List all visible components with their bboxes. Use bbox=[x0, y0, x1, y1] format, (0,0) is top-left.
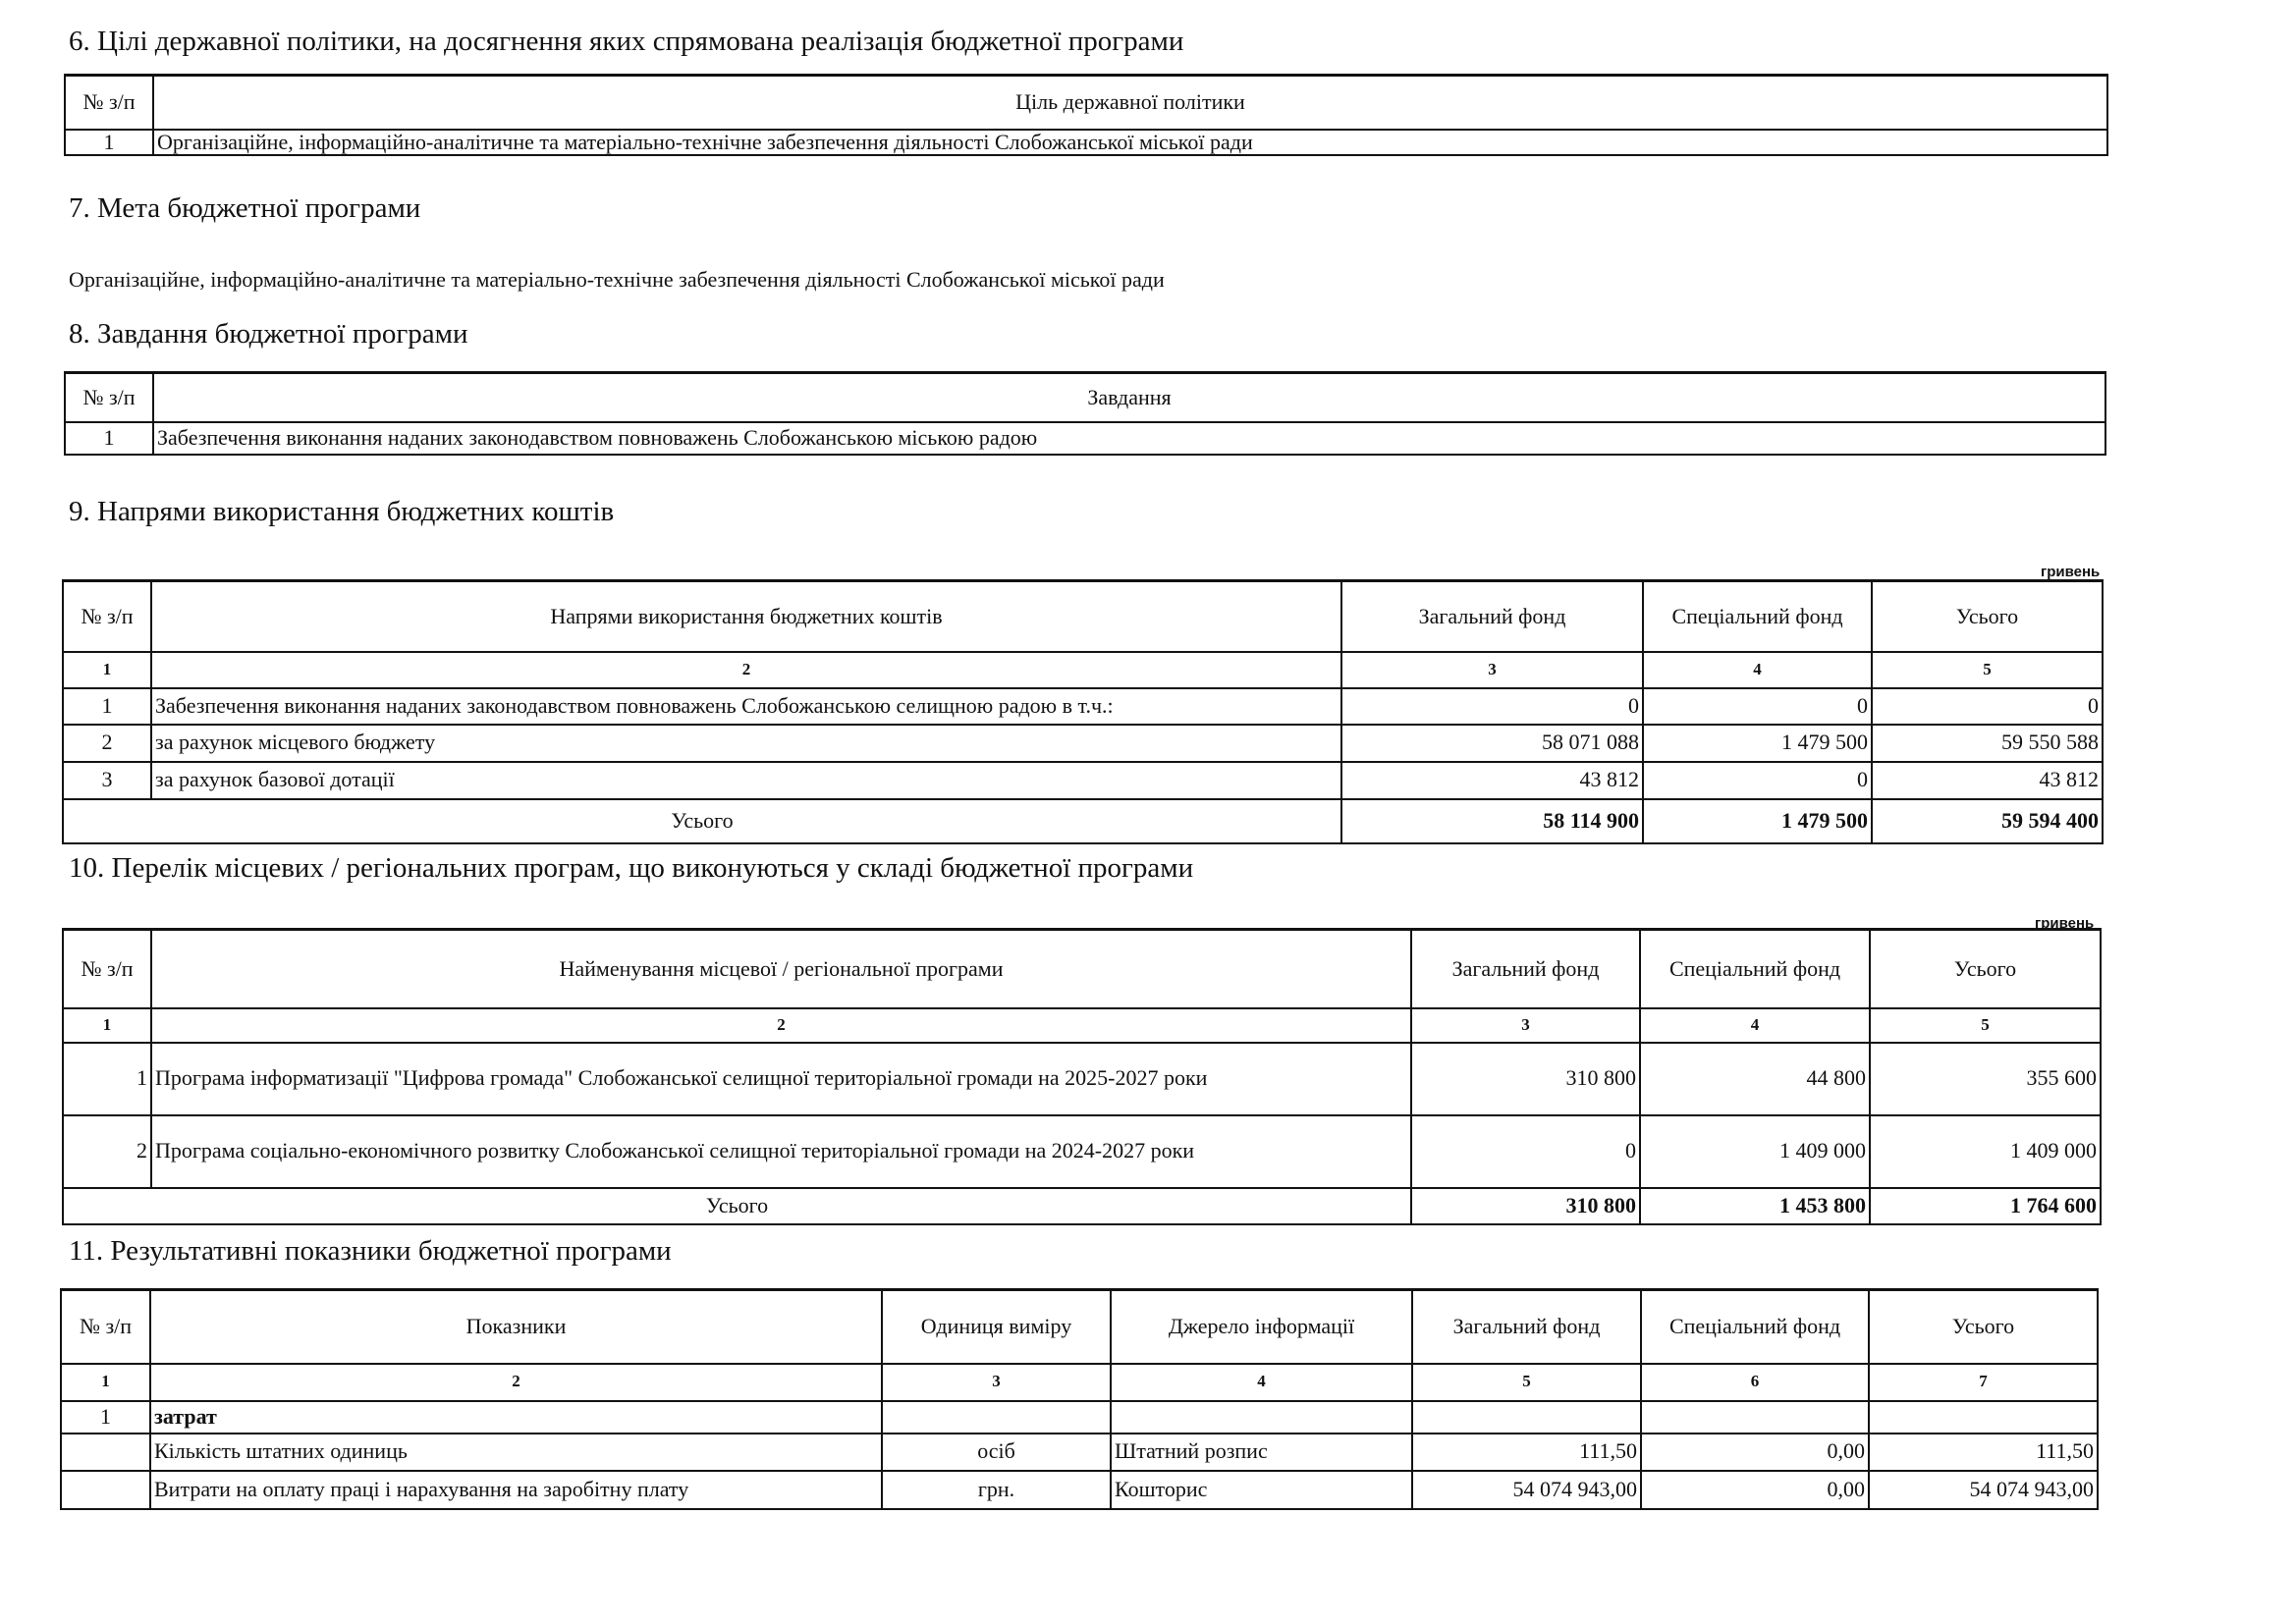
table-row-cell: 3 bbox=[63, 762, 151, 799]
column-number-row-cell: 4 bbox=[1640, 1008, 1870, 1043]
header-row-cell: Загальний фонд bbox=[1411, 930, 1640, 1008]
table-row-cell bbox=[1111, 1401, 1412, 1434]
total-row-cell: 310 800 bbox=[1411, 1188, 1640, 1224]
header-row-cell: Усього bbox=[1869, 1290, 2098, 1364]
column-number-row-cell: 6 bbox=[1641, 1364, 1869, 1401]
header-row-cell: Спеціальний фонд bbox=[1643, 581, 1872, 652]
table-row-cell: 54 074 943,00 bbox=[1412, 1471, 1641, 1509]
header-row-cell: Одиниця виміру bbox=[882, 1290, 1111, 1364]
local-programs-table bbox=[62, 928, 2102, 1225]
header-row-cell: Завдання bbox=[153, 373, 2105, 422]
header-row-cell: № з/п bbox=[63, 930, 151, 1008]
header-row-cell: № з/п bbox=[65, 373, 153, 422]
table-row-cell: 1 bbox=[65, 422, 153, 455]
table-row-cell: 111,50 bbox=[1869, 1434, 2098, 1471]
header-row bbox=[61, 1290, 2098, 1364]
table-row-cell: 0 bbox=[1643, 762, 1872, 799]
table-row bbox=[63, 1115, 2101, 1188]
table-row-cell: 310 800 bbox=[1411, 1043, 1640, 1115]
table-row-cell: Програма інформатизації "Цифрова громада" Слобожанської селищної територіальної громади на 2025-2027 роки bbox=[151, 1043, 1411, 1115]
column-number-row-cell: 5 bbox=[1870, 1008, 2101, 1043]
column-number-row-cell: 1 bbox=[63, 1008, 151, 1043]
header-row bbox=[65, 76, 2107, 130]
table-row-cell: за рахунок базової дотації bbox=[151, 762, 1341, 799]
table-row-cell: Кошторис bbox=[1111, 1471, 1412, 1509]
table-row bbox=[65, 130, 2107, 155]
performance-indicators-table bbox=[60, 1288, 2099, 1510]
section8-title: 8. Завдання бюджетної програми bbox=[69, 318, 468, 350]
header-row-cell: Ціль державної політики bbox=[153, 76, 2107, 130]
table-row-cell: 0 bbox=[1411, 1115, 1640, 1188]
header-row bbox=[63, 930, 2101, 1008]
table-row-cell: Витрати на оплату праці і нарахування на заробітну плату bbox=[150, 1471, 882, 1509]
table-row-cell bbox=[1869, 1401, 2098, 1434]
table-row-cell: 2 bbox=[63, 725, 151, 762]
section9-title: 9. Напрями використання бюджетних коштів bbox=[69, 496, 615, 527]
section10-title: 10. Перелік місцевих / регіональних програм, що виконуються у складі бюджетної програми bbox=[69, 852, 1194, 884]
section7-title: 7. Мета бюджетної програми bbox=[69, 192, 421, 224]
policy-goals-table bbox=[64, 74, 2108, 156]
table-row bbox=[61, 1471, 2098, 1509]
section10-unit: гривень bbox=[2035, 915, 2095, 932]
table-row bbox=[65, 422, 2105, 455]
tasks-table bbox=[64, 371, 2106, 456]
total-row-cell: 59 594 400 bbox=[1872, 799, 2103, 843]
section11-title: 11. Результативні показники бюджетної програми bbox=[69, 1235, 672, 1267]
header-row-cell: Спеціальний фонд bbox=[1641, 1290, 1869, 1364]
program-goal-text: Організаційне, інформаційно-аналітичне та матеріально-технічне забезпечення діяльності Слобожанської міської ради bbox=[69, 267, 1165, 292]
header-row-cell: Показники bbox=[150, 1290, 882, 1364]
column-number-row bbox=[63, 652, 2103, 688]
column-number-row-cell: 3 bbox=[1341, 652, 1643, 688]
section9-unit: гривень bbox=[2041, 564, 2101, 580]
header-row-cell: Усього bbox=[1872, 581, 2103, 652]
table-row-cell: 43 812 bbox=[1341, 762, 1643, 799]
table-row-cell: 1 bbox=[61, 1401, 150, 1434]
table-row-cell: осіб bbox=[882, 1434, 1111, 1471]
total-row bbox=[63, 1188, 2101, 1224]
table-row bbox=[63, 1043, 2101, 1115]
column-number-row-cell: 4 bbox=[1111, 1364, 1412, 1401]
budget-directions-table bbox=[62, 579, 2104, 844]
table-row-cell bbox=[882, 1401, 1111, 1434]
table-row bbox=[63, 688, 2103, 725]
column-number-row-cell: 2 bbox=[151, 1008, 1411, 1043]
table-row bbox=[61, 1434, 2098, 1471]
column-number-row-cell: 5 bbox=[1412, 1364, 1641, 1401]
header-row bbox=[65, 373, 2105, 422]
table-row-cell: 1 409 000 bbox=[1870, 1115, 2101, 1188]
column-number-row-cell: 7 bbox=[1869, 1364, 2098, 1401]
header-row-cell: № з/п bbox=[63, 581, 151, 652]
column-number-row-cell: 1 bbox=[63, 652, 151, 688]
header-row-cell: Джерело інформації bbox=[1111, 1290, 1412, 1364]
section6-title: 6. Цілі державної політики, на досягнення яких спрямована реалізація бюджетної програми bbox=[69, 26, 1184, 57]
table-row-cell: 111,50 bbox=[1412, 1434, 1641, 1471]
table-row-cell: 1 409 000 bbox=[1640, 1115, 1870, 1188]
table-row-cell: затрат bbox=[150, 1401, 882, 1434]
column-number-row bbox=[61, 1364, 2098, 1401]
header-row-cell: Найменування місцевої / регіональної програми bbox=[151, 930, 1411, 1008]
column-number-row-cell: 5 bbox=[1872, 652, 2103, 688]
table-row-cell: Забезпечення виконання наданих законодавством повноважень Слобожанською міською радою bbox=[153, 422, 2105, 455]
table-row-cell: 1 479 500 bbox=[1643, 725, 1872, 762]
total-row-cell: Усього bbox=[63, 1188, 1411, 1224]
header-row-cell: № з/п bbox=[61, 1290, 150, 1364]
table-row-cell: 0 bbox=[1341, 688, 1643, 725]
column-number-row bbox=[63, 1008, 2101, 1043]
header-row-cell: Напрями використання бюджетних коштів bbox=[151, 581, 1341, 652]
column-number-row-cell: 3 bbox=[882, 1364, 1111, 1401]
table-row-cell: за рахунок місцевого бюджету bbox=[151, 725, 1341, 762]
table-row-cell: 0 bbox=[1643, 688, 1872, 725]
table-row-cell: 1 bbox=[63, 1043, 151, 1115]
column-number-row-cell: 3 bbox=[1411, 1008, 1640, 1043]
header-row-cell: Усього bbox=[1870, 930, 2101, 1008]
total-row-cell: Усього bbox=[63, 799, 1341, 843]
table-row-cell: 43 812 bbox=[1872, 762, 2103, 799]
table-row-cell bbox=[1641, 1401, 1869, 1434]
header-row-cell: № з/п bbox=[65, 76, 153, 130]
column-number-row-cell: 1 bbox=[61, 1364, 150, 1401]
table-row-cell bbox=[61, 1434, 150, 1471]
header-row-cell: Загальний фонд bbox=[1341, 581, 1643, 652]
table-row-cell: Кількість штатних одиниць bbox=[150, 1434, 882, 1471]
header-row bbox=[63, 581, 2103, 652]
table-row-cell: 44 800 bbox=[1640, 1043, 1870, 1115]
table-row-cell: 1 bbox=[65, 130, 153, 155]
table-row-cell: 0,00 bbox=[1641, 1434, 1869, 1471]
table-row-cell: 54 074 943,00 bbox=[1869, 1471, 2098, 1509]
total-row-cell: 1 453 800 bbox=[1640, 1188, 1870, 1224]
table-row-cell: 58 071 088 bbox=[1341, 725, 1643, 762]
table-row-cell: 0,00 bbox=[1641, 1471, 1869, 1509]
table-row-cell: грн. bbox=[882, 1471, 1111, 1509]
column-number-row-cell: 2 bbox=[150, 1364, 882, 1401]
column-number-row-cell: 4 bbox=[1643, 652, 1872, 688]
table-row bbox=[63, 762, 2103, 799]
table-row-cell: 355 600 bbox=[1870, 1043, 2101, 1115]
table-row-cell bbox=[61, 1471, 150, 1509]
table-row-cell: 59 550 588 bbox=[1872, 725, 2103, 762]
column-number-row-cell: 2 bbox=[151, 652, 1341, 688]
table-row-cell: Організаційне, інформаційно-аналітичне та матеріально-технічне забезпечення діяльності Слобожанської міської ради bbox=[153, 130, 2107, 155]
table-row-cell: Штатний розпис bbox=[1111, 1434, 1412, 1471]
table-row-cell bbox=[1412, 1401, 1641, 1434]
total-row-cell: 1 764 600 bbox=[1870, 1188, 2101, 1224]
table-row-cell: Забезпечення виконання наданих законодавством повноважень Слобожанською селищною радою в т.ч.: bbox=[151, 688, 1341, 725]
table-row bbox=[61, 1401, 2098, 1434]
total-row bbox=[63, 799, 2103, 843]
table-row-cell: 1 bbox=[63, 688, 151, 725]
table-row-cell: 2 bbox=[63, 1115, 151, 1188]
total-row-cell: 1 479 500 bbox=[1643, 799, 1872, 843]
table-row bbox=[63, 725, 2103, 762]
total-row-cell: 58 114 900 bbox=[1341, 799, 1643, 843]
header-row-cell: Спеціальний фонд bbox=[1640, 930, 1870, 1008]
header-row-cell: Загальний фонд bbox=[1412, 1290, 1641, 1364]
table-row-cell: 0 bbox=[1872, 688, 2103, 725]
table-row-cell: Програма соціально-економічного розвитку Слобожанської селищної територіальної громади на 2024-2027 роки bbox=[151, 1115, 1411, 1188]
